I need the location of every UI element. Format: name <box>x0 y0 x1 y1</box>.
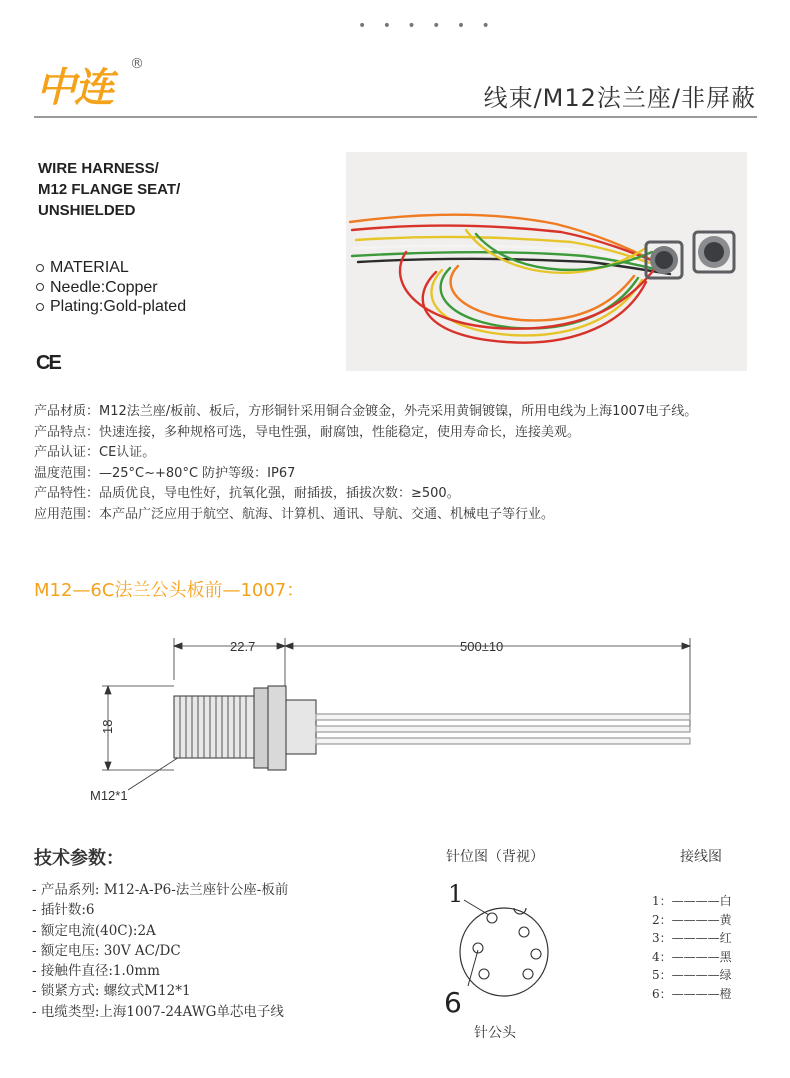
material-item <box>36 258 186 278</box>
wiring-row <box>652 929 732 948</box>
pin-diagram <box>440 870 590 1024</box>
tech-title: 技术参数： <box>34 848 124 869</box>
wiring-pin: 3： <box>652 931 672 945</box>
tech-item: - 产品系列: M12-A-P6-法兰座针公座-板前 <box>32 882 289 898</box>
bullet-icon <box>36 283 44 291</box>
english-title-line: M12 FLANGE SEAT/ <box>38 181 181 198</box>
wiring-pin: 4： <box>652 949 672 964</box>
material-text: Plating:Gold-plated <box>50 298 187 315</box>
wiring-row <box>652 892 732 911</box>
wiring-line: ———— <box>671 912 720 927</box>
wiring-color: 橙 <box>719 986 732 1001</box>
dimension-drawing-svg <box>80 630 710 810</box>
material-text: MATERIAL <box>50 259 129 276</box>
wiring-color: 黑 <box>719 949 732 964</box>
pin-diagram-svg <box>440 870 590 1020</box>
tech-item: - 电缆类型:上海1007-24AWG单芯电子线 <box>32 1003 284 1020</box>
wiring-color: 黄 <box>719 912 732 927</box>
description-line: 产品认证：CE认证。 <box>34 445 156 460</box>
dim-height-label: 18 <box>100 719 115 734</box>
description-block <box>34 402 697 525</box>
wiring-row <box>652 911 732 930</box>
english-title-line: WIRE HARNESS/ <box>38 160 159 177</box>
pin-caption: 针公头 <box>474 1025 516 1041</box>
bullet-icon <box>36 303 44 311</box>
wiring-title: 接线图 <box>680 849 722 865</box>
tech-item: - 接触件直径:1.0mm <box>32 963 160 980</box>
wiring-color: 绿 <box>719 968 732 982</box>
material-item <box>36 297 186 317</box>
english-title <box>38 158 180 221</box>
english-title-line: UNSHIELDED <box>38 202 136 219</box>
registered-mark: ® <box>130 56 144 72</box>
product-photo <box>346 152 747 371</box>
wiring-pin: 1： <box>652 894 672 908</box>
wiring-pin: 6： <box>652 986 672 1001</box>
page-title: 线束/M12法兰座/非屏蔽 <box>483 84 756 112</box>
wiring-pin: 2： <box>652 912 672 927</box>
tech-item: - 锁紧方式: 螺纹式M12*1 <box>32 983 191 1000</box>
tech-list <box>32 880 288 1022</box>
bullet-icon <box>36 264 44 272</box>
pin-label-1: 1 <box>448 880 464 908</box>
product-photo-image <box>346 152 747 371</box>
wiring-line: ———— <box>671 986 720 1001</box>
wiring-line: ———— <box>671 949 720 964</box>
description-line: 应用范围：本产品广泛应用于航空、航海、计算机、通讯、导航、交通、机械电子等行业。 <box>34 506 555 522</box>
wiring-list <box>652 892 732 1003</box>
wiring-color: 白 <box>719 894 732 908</box>
pin-diagram-title: 针位图（背视） <box>446 849 544 865</box>
wiring-pin: 5： <box>652 968 672 982</box>
wiring-row <box>652 966 732 985</box>
tech-item: - 额定电压: 30V AC/DC <box>32 942 181 959</box>
wiring-line: ———— <box>671 894 720 908</box>
header-divider <box>34 116 757 118</box>
description-line: 产品特点：快速连接，多种规格可选，导电性强，耐腐蚀，性能稳定，使用寿命长，连接美观。 <box>34 424 581 440</box>
description-line: 产品材质：M12法兰座/板前、板后，方形铜针采用铜合金镀金，外壳采用黄铜镀镍，所用电线为上海1007电子线。 <box>34 404 698 419</box>
dim-connector-label: 22.7 <box>230 639 256 654</box>
material-item <box>36 278 186 298</box>
description-line: 温度范围：—25°C~+80°C 防护等级：IP67 <box>34 465 296 481</box>
pin-label-6: 6 <box>444 986 462 1019</box>
description-line: 产品特性：品质优良，导电性好，抗氧化强，耐插拔，插拔次数：≥500。 <box>34 486 460 501</box>
thread-label: M12*1 <box>90 788 128 803</box>
material-list <box>36 258 186 317</box>
material-text: Needle:Copper <box>50 278 158 296</box>
ce-mark: CE <box>36 352 60 374</box>
wiring-row <box>652 948 732 967</box>
page-dots: • • • • • • <box>358 18 496 34</box>
brand-logo: 中连 <box>36 65 112 111</box>
section-title: M12—6C法兰公头板前—1007： <box>34 580 305 601</box>
dim-cable-label: 500±10 <box>460 639 504 654</box>
wiring-line: ———— <box>671 968 720 982</box>
wiring-row <box>652 985 732 1004</box>
tech-item: - 额定电流(40C):2A <box>32 922 156 939</box>
wiring-line: ———— <box>671 931 720 945</box>
dimension-drawing <box>80 630 710 814</box>
tech-item: - 插针数:6 <box>32 902 95 919</box>
wiring-color: 红 <box>719 931 732 945</box>
